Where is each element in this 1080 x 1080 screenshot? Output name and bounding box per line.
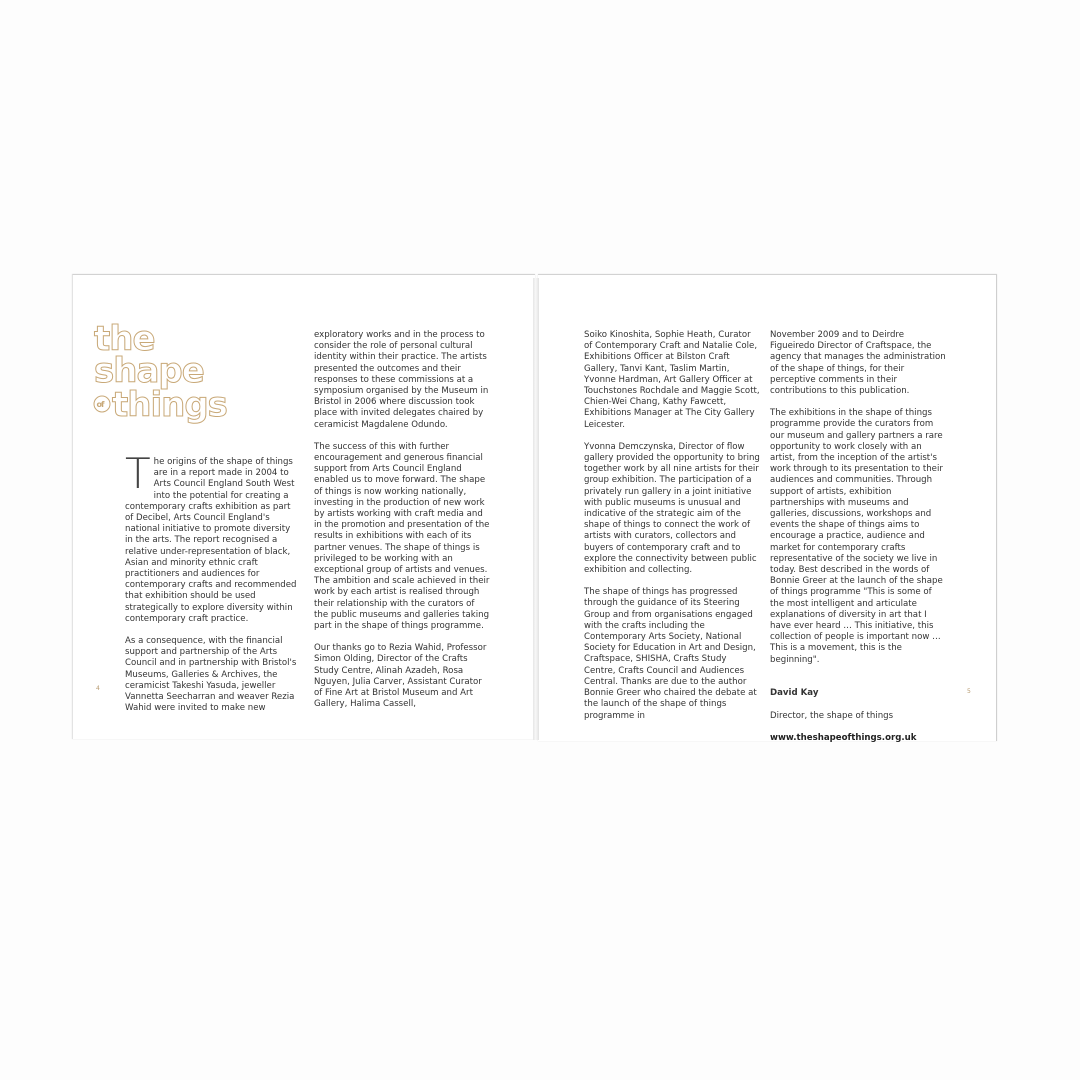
the-shape-of-things-logo: [92, 318, 252, 430]
text-column-1: [125, 449, 297, 725]
page-number-right: 5: [967, 688, 971, 695]
logo-line-shape: shape: [94, 351, 204, 391]
paragraph: The exhibitions in the shape of things programme provide the curators from our museum and gallery partners a rare opportunity to work closely with an artist, from the inception of the artist's work through to its presentation to their audiences and communities. Through support of artists, exhibition partnerships with museums and galleries, discussions, workshops and events the shape of things aims to encourage a practice, audience and market for contemporary crafts representative of the society we live in today. Best described in the words of Bonnie Greer at the launch of the shape of things programme "This is some of the most intelligent and articulate explanations of diversity in art that I have ever heard … This initiative, this collection of people is important now … This is a movement, this is the beginning".: [770, 408, 943, 665]
logo-of: of: [96, 400, 104, 409]
signature-title: Director, the shape of things: [770, 710, 894, 721]
text-column-4: [770, 330, 948, 744]
paragraph: exploratory works and in the process to consider the role of personal cultural identity within their practice. The artists presented the outcomes and their responses to these commissions at a symposium organised by the Museum in Bristol in 2006 where discussion took place with invited delegates chaired by ceramicist Magdalene Odundo.: [314, 330, 489, 430]
paragraph: Soiko Kinoshita, Sophie Heath, Curator of Contemporary Craft and Natalie Cole, Exhibitions Officer at Bilston Craft Gallery, Tanvi Kant, Taslim Martin, Yvonne Hardman, Art Gallery Officer at Touchstones Rochdale and Maggie Scott, Chien-Wei Chang, Kathy Fawcett, Exhibitions Manager at The City Gallery Leicester.: [584, 330, 760, 430]
website-link[interactable]: www.theshapeofthings.org.uk: [770, 732, 917, 743]
logo-line-the: the: [94, 319, 155, 359]
paragraph: Yvonna Demczynska, Director of flow gallery provided the opportunity to bring together work by all nine artists for their group exhibition. The participation of a privately run gallery in a joint initiative with public museums is unusual and indicative of the strategic aim of the shape of things to connect the work of artists with curators, collectors and buyers of contemporary craft and to explore the connectivity between public exhibition and collecting.: [584, 441, 760, 576]
page-gutter: [533, 278, 539, 740]
intro-text: he origins of the shape of things are in a report made in 2004 to Arts Council England South West into the potential for creating a contemporary crafts exhibition as part of Decibel, Arts Council England's national initiative to promote diversity in the arts. The report recognised a relative under-representation of black, Asian and minority ethnic craft practitioners and audiences for contemporary crafts and recommended that exhibition should be used strategically to explore diversity within contemporary craft practice.: [125, 457, 297, 624]
paragraph: November 2009 and to Deirdre Figueiredo Director of Craftspace, the agency that manages the administration of the shape of things, for their perceptive comments in their contributions to this publication.: [770, 330, 946, 397]
paragraph: Our thanks go to Rezia Wahid, Professor Simon Olding, Director of the Crafts Study Centre, Alinah Azadeh, Rosa Nguyen, Julia Carver, Assistant Curator of Fine Art at Bristol Museum and Art Gallery, Halima Cassell,: [314, 643, 487, 710]
logo-line-things: things: [112, 385, 227, 425]
paragraph: The success of this with further encouragement and generous financial support from Arts Council England enabled us to move forward. The shape of things is now working nationally, investing in the production of new work by artists working with craft media and in the promotion and presentation of the results in exhibitions with each of its partner venues. The shape of things is privileged to be working with an exceptional group of artists and venues. The ambition and scale achieved in their work by each artist is realised through their relationship with the curators of the public museums and galleries taking part in the shape of things programme.: [314, 441, 490, 632]
paragraph: The shape of things has progressed through the guidance of its Steering Group and from organisations engaged with the crafts including the Contemporary Arts Society, National Society for Education in Art and Design, Craftspace, SHISHA, Crafts Study Centre, Crafts Council and Audiences Central. Thanks are due to the author Bonnie Greer who chaired the debate at the launch of the shape of things programme in: [584, 587, 757, 721]
text-column-2: [314, 330, 490, 722]
intro-paragraph: [125, 449, 297, 625]
paragraph: As a consequence, with the financial support and partnership of the Arts Council and in partnership with Bristol's Museums, Galleries & Archives, the ceramicist Takeshi Yasuda, jeweller Vannetta Seecharran and weaver Rezia Wahid were invited to make new: [125, 636, 297, 714]
page-number-left: 4: [96, 685, 100, 692]
text-column-3: [584, 330, 760, 733]
signature-name: David Kay: [770, 688, 819, 699]
drop-cap: T: [125, 449, 151, 498]
signature-block: [770, 677, 948, 744]
